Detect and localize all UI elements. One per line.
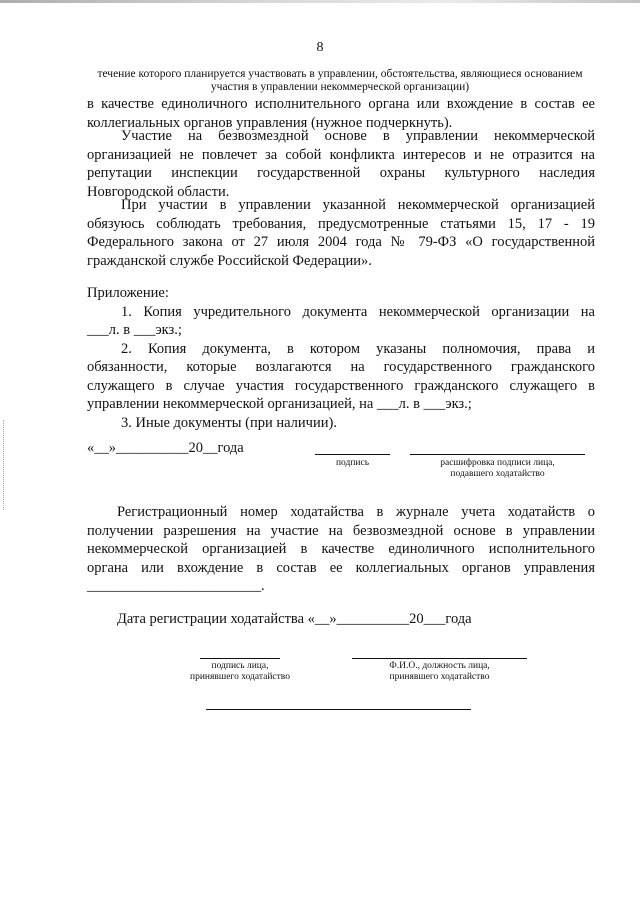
application-date-line: «__»__________20__года <box>87 440 244 456</box>
attachment-item: 2. Копия документа, в котором указаны полномочия, права и <box>121 340 595 357</box>
scan-left-edge-artifact <box>3 420 5 510</box>
signature-decode-caption <box>410 458 585 480</box>
signature-caption: подпись <box>335 458 370 468</box>
caption-line: принявшего ходатайство <box>389 672 490 682</box>
text-line: обязуюсь соблюдать требования, предусмотренные статьями 15, 17 - 19 <box>87 215 595 232</box>
caption-line: подпись лица, <box>211 661 269 671</box>
text-line: Регистрационный номер ходатайства в журнале учета ходатайств о <box>117 504 595 520</box>
attachment-item: обязанности, которые возлагаются на государственного гражданского <box>87 359 595 375</box>
note-line: течение которого планируется участвовать в управлении, обстоятельства, являющиеся основанием <box>97 68 583 80</box>
paragraph-obligations <box>87 196 595 270</box>
attachment-item: 1. Копия учредительного документа некоммерческой организации на <box>121 303 595 320</box>
attachment-item: ___л. в ___экз.; <box>87 322 182 338</box>
text-line: в качестве единоличного исполнительного органа или вхождение в состав ее <box>87 96 595 112</box>
attachment-item: 3. Иные документы (при наличии). <box>121 414 337 431</box>
attachments-list <box>87 284 595 432</box>
page-number: 8 <box>316 40 324 55</box>
caption-line: расшифровка подписи лица, <box>440 458 555 468</box>
text-line: органа или вхождение в состав ее коллегиальных органов управления <box>87 559 595 576</box>
caption-line: принявшего ходатайство <box>190 672 290 682</box>
note-line: участия в управлении некоммерческой организации) <box>210 81 470 93</box>
text-line: получении разрешения на участие на безвозмездной основе в управлении <box>87 522 595 539</box>
caption-line: подавшего ходатайство <box>450 469 545 479</box>
text-line: При участии в управлении указанной некоммерческой организацией <box>121 197 595 213</box>
paragraph-no-conflict <box>87 127 595 201</box>
attachment-item: служащего в случае участия государственного гражданского служащего в <box>87 377 595 394</box>
text-line: Участие на безвозмездной основе в управлении некоммерческой <box>121 128 595 144</box>
closing-rule <box>206 709 471 710</box>
receiver-name-caption <box>352 661 527 683</box>
attachments-heading: Приложение: <box>87 285 169 301</box>
caption-line: Ф.И.О., должность лица, <box>389 661 490 671</box>
text-line: коллегиальных органов управления (нужное подчеркнуть). <box>87 114 453 131</box>
text-line: некоммерческой организацией в качестве единоличного исполнительного <box>87 541 595 557</box>
receiver-signature-line <box>200 658 280 659</box>
text-line: Федерального закона от 27 июля 2004 года № 79-ФЗ «О государственной <box>87 234 595 250</box>
signature-decode-line <box>410 454 585 455</box>
attachment-item: управлении некоммерческой организацией, на ___л. в ___экз.; <box>87 396 472 412</box>
signature-line <box>315 454 390 455</box>
receiver-signature-caption <box>180 661 300 683</box>
text-line: Новгородской области. <box>87 183 230 200</box>
receiver-name-line <box>352 658 527 659</box>
text-line: ________________________. <box>87 578 265 594</box>
registration-date-line: Дата регистрации ходатайства «__»__________20___года <box>117 611 472 627</box>
paragraph-registration-number <box>87 503 595 596</box>
text-line: репутации инспекции государственной охраны культурного наследия <box>87 165 595 181</box>
text-line: гражданской службе Российской Федерации». <box>87 252 372 269</box>
scan-edge-artifact <box>0 0 640 3</box>
text-line: организацией не повлечет за собой конфликта интересов и не отразится на <box>87 146 595 163</box>
